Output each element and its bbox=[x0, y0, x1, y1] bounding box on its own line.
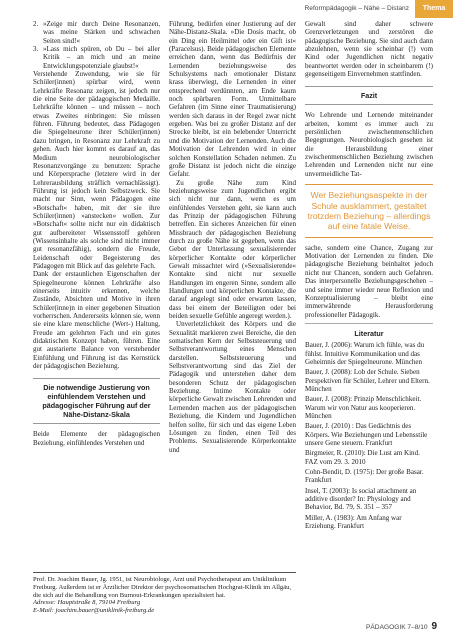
section-tab: Thema bbox=[415, 0, 453, 18]
divider bbox=[305, 323, 433, 324]
page-number: 9 bbox=[431, 621, 437, 632]
literature-entry: Insel, T. (2003): Is social attachment an additive disorder? In: Physiology and Behavior, Bd. 79, S. 351 – 357 bbox=[305, 486, 417, 512]
author-email[interactable]: E-Mail: joachim.bauer@uniklinik-freiburg.de bbox=[33, 607, 155, 615]
author-address: Adresse: Hauptstraße 8, 79104 Freiburg bbox=[33, 599, 141, 607]
list-text: »Lass mich spüren, ob Du – bei aller Kritik – an mich und an meine Entwicklungspotenziale glaubst!« bbox=[43, 45, 160, 70]
column-3 bbox=[305, 20, 433, 532]
paragraph: Wo Lehrende und Lernende miteinander arbeiten, kommt es immer auch zu persönlichen zwischenmenschlichen Begegnungen. Neurobiologisch gesehen ist die Herausbildung einer zwischenmenschlichen Beziehung zwischen Lehrenden und Lernenden nicht nur eine unvermeidliche Tat- bbox=[305, 111, 433, 178]
page-header bbox=[0, 0, 453, 20]
author-bio: Prof. Dr. Joachim Bauer, Jg. 1951, ist Neurobiologe, Arzt und Psychotherapeut am Uniklinikum Freiburg. Außerdem ist er Ärztlicher Direktor der psychosomatischen Hochgrat-Klinik im Allgäu, die sich auf die Behandlung von Burnout-Erkrankungen spezialisiert hat. bbox=[33, 576, 292, 599]
paragraph: sache, sondern eine Chance, Zugang zur Motivation der Lernenden zu finden. Die pädagogische Beziehung beinhaltet jedoch nicht nur Chancen, sondern auch Gefahren. Das interpersonelle Beziehungsgeschehen – und seine immer wieder neue Reflexion und Konzeptualisierung – bleibt eine immerwährende Herausforderung professioneller Pädagogik. bbox=[305, 243, 433, 319]
list-item bbox=[33, 20, 160, 45]
column-2 bbox=[169, 20, 296, 454]
literature-entry: Bauer, J. (2010) : Das Gedächtnis des Körpers. Wie Beziehungen und Lebensstile unsere Gene steuern. Frankfurt bbox=[305, 422, 428, 447]
list-item bbox=[33, 45, 160, 70]
list-text: »Zeige mir durch Deine Resonanzen, was meine Stärken und schwachen Seiten sind!« bbox=[43, 20, 160, 45]
paragraph: Führung, bedürfen einer Justierung auf der Nähe-Distanz-Skala. »Die Dosis macht, ob ein Ding ein Heilmittel oder ein Gift ist« (Paracelsus). Beide pädagogischen Elemente erreichen dann, wenn das Bedürfnis der Lernenden beziehungsweise des Schulsystems nach emotionaler Distanz krass überwiegt, die Lernenden in einer entsprechend verdünnten, am Ende kaum noch spürbaren Form. Unmittelbare Gefahren (im Sinne einer Traumatisierung) werden sich daraus in der Regel zwar nicht ergeben. Was bei zu großer Distanz auf der Strecke bleibt, ist ein belebender Unterricht und die Motivation der Lernenden. Auch die Motivation der Lehrenden wird in einer solchen Konstellation Schaden nehmen. Zu große Distanz ist jedoch nicht die einzige Gefahr. bbox=[169, 20, 296, 179]
paragraph: Unverletzlichkeit des Körpers und die Sexualität markieren zwei Bereiche, die den somatischen Kern der Selbststeuerung und Selbstverantwortung eines Menschen darstellen. Selbststeuerung und Selbstverantwortung sind das Ziel der Pädagogik und unterstehen daher dem besonderen Schutz der pädagogischen Beziehung. Intime Kontakte oder körperliche Gewalt zwischen Lehrenden und Lernenden machen aus der pädagogischen Beziehung, die Kindern und Jugendlichen helfen sollte, für sich und das eigene Leben Lösungen zu finden, einen Teil des Problems. Sexualisierende Körperkontakte und bbox=[169, 320, 296, 454]
fazit-heading: Fazit bbox=[305, 86, 433, 105]
paragraph: Verstehende Zuwendung, wie sie für Schüler(innen) spürbar wird, wenn Lehrkräfte Resonanz zeigen, ist jedoch nur die eine Seite der pädagogischen Medaille. Lehrkräfte können – und müssen – noch etwas Zweites einbringen: Sie müssen führen. Führung bedeutet, dass Pädagogen die Spiegelneurone ihrer Schüler(innen) dazu bringen, in Resonanz zur Lehrkraft zu gehen. Auch hier kommt es darauf an, das Medium neurobiologischer Resonanzvorgänge zu benutzen: Sprache und Körpersprache (letztere wird in der Lehrerausbildung sträflich vernachlässigt). Führung ist jedoch kein Selbstzweck. Sie macht nur Sinn, wenn Pädagogen eine »Botschaft« haben, mit der sie ihre Schüler(innen) »anstecken« wollen. Zur »Botschaft« sollte nicht nur ein didaktisch gut aufbereiteter Wissensstoff gehören (Wissensinhalte als solche sind nicht immer gut resonanzfähig), sondern die Freude, Leidenschaft oder Begeisterung des Pädagogen mit Blick auf das gelehrte Fach. bbox=[33, 70, 160, 270]
running-title: Reformpädagogik – Nähe – Distanz bbox=[304, 5, 409, 12]
paragraph: Gewalt sind daher schwere Grenzverletzungen und zerstören die pädagogische Beziehung. Sie sind auch dann abzulehnen, wenn sie scheinbar (!) vom Kind oder Jugendlichen nicht negativ beantwortet werden oder in scheinbarem (!) gegenseitigem Einvernehmen stattfinden. bbox=[305, 20, 433, 79]
paragraph: Dank der erstaunlichen Eigenschaften der Spiegelneurone können Lehrkräfte also einerseits intuitiv erkennen, welche Zustände, Absichten und Motive in ihren Schüler(inne)n in einer gegebenen Situation vorherrschen. Andererseits können sie, wenn sie eine klare menschliche (Wert-) Haltung, Freude am gelehrten Fach und ein gutes didaktischen Konzept haben, führen. Eine gut austarierte Balance von verstehender Einfühlung und Führung ist das Kernstück der pädagogischen Beziehung. bbox=[33, 270, 160, 371]
paragraph: Zu große Nähe zum Kind beziehungsweise zum Jugendlichen ergibt sich nicht nur dann, wenn es um einfühlendes Verstehen geht, sie kann auch das Prinzip der pädagogischen Führung betreffen. Ein sicheres Anzeichen für einen Missbrauch der pädagogischen Beziehung durch zu große Nähe ist gegeben, wenn das Gebot der Unterlassung sexualisierender körperlicher Kontakte oder körperlicher Gewalt missachtet wird (»Sexualisierende« Kontakte sind nicht nur sexuelle Handlungen im engeren Sinne, sondern alle Handlungen und körperlichen Kontakte, die darauf angelegt sind oder erwarten lassen, dass bei einem der Beteiligten oder bei beiden sexuelle Gefühle angeregt werden.). bbox=[169, 178, 296, 321]
literature-entry: Bauer, J. (2008): Prinzip Menschlichkeit. Warum wir von Natur aus kooperieren. München bbox=[305, 395, 422, 420]
literature-entry: Miller, A. (1983): Am Anfang war Erziehung. Frankfurt bbox=[305, 513, 402, 531]
literature-entry: Bauer, J. (2006): Warum ich fühle, was du fühlst. Intuitive Kommunikation und das Geheimnis der Spiegelneurone. München bbox=[305, 341, 425, 366]
section-subhead: Die notwendige Justierung von einfühlendem Verstehen und pädagogischer Führung auf der Nähe-Distanz-Skala bbox=[33, 378, 160, 424]
author-footnote bbox=[33, 572, 296, 615]
literature-entry: Birgmeier, R. (2010): Die Lust am Kind. FAZ vom 29. 3. 2010 bbox=[305, 449, 420, 466]
list-number: 2. bbox=[33, 20, 39, 28]
paragraph: Beide Elemente der pädagogischen Beziehung, einfühlendes Verstehen und bbox=[33, 430, 160, 447]
journal-name: PÄDAGOGIK 7–8/10 bbox=[366, 624, 428, 631]
literature-heading: Literatur bbox=[354, 328, 384, 338]
pull-quote: Wer Beziehungsaspekte in der Schule ausklammert, gestaltet trotzdem Beziehung – allerdings auf eine fatale Weise. bbox=[305, 184, 433, 238]
literature-entry: Bauer, J. (2008): Lob der Schule. Sieben Perspektiven für Schüler, Lehrer und Eltern. München bbox=[305, 368, 430, 393]
page-footer bbox=[366, 621, 437, 632]
list-number: 3. bbox=[33, 45, 39, 54]
column-1 bbox=[33, 20, 160, 447]
literature-entry: Cohn-Bendit, D. (1975): Der große Basar. Frankfurt bbox=[305, 468, 424, 485]
literature-list bbox=[305, 341, 433, 530]
